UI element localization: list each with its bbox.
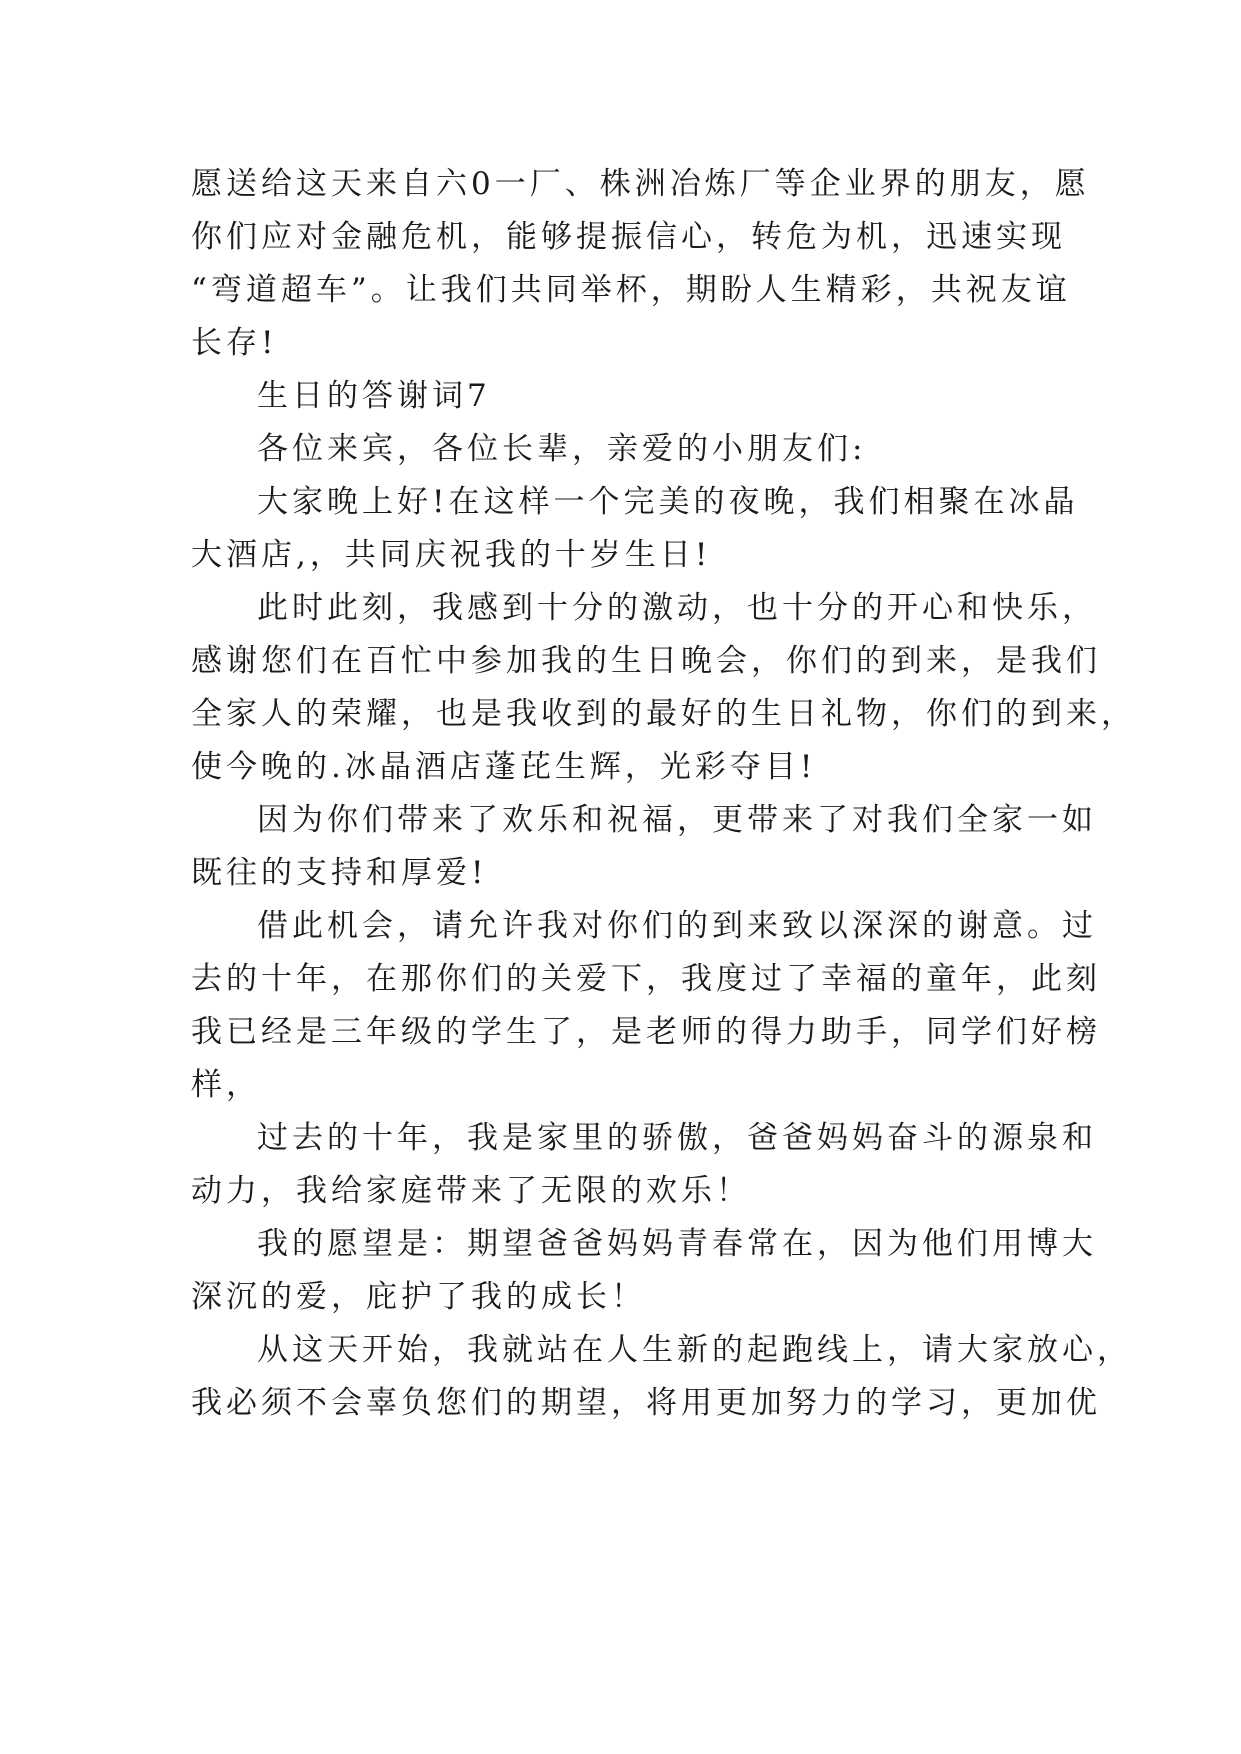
text-line: 大家晚上好!在这样一个完美的夜晚，我们相聚在冰晶 <box>257 484 1079 520</box>
text-line: 我的愿望是：期望爸爸妈妈青春常在，因为他们用博大 <box>257 1226 1097 1262</box>
document-body <box>191 158 1136 1430</box>
text-line: 感谢您们在百忙中参加我的生日晚会，你们的到来，是我们 <box>191 643 1101 679</box>
text-line: 长存! <box>191 325 278 361</box>
text-line: 过去的十年，我是家里的骄傲，爸爸妈妈奋斗的源泉和 <box>257 1120 1097 1156</box>
text-line: 愿送给这天来自六0一厂、株洲冶炼厂等企业界的朋友，愿 <box>191 166 1090 202</box>
text-line: “弯道超车”。让我们共同举杯，期盼人生精彩，共祝友谊 <box>191 272 1071 308</box>
salutation: 各位来宾，各位长辈，亲爱的小朋友们: <box>257 431 867 467</box>
text-line: 我必须不会辜负您们的期望，将用更加努力的学习，更加优 <box>191 1385 1101 1421</box>
text-line: 去的十年，在那你们的关爱下，我度过了幸福的童年，此刻 <box>191 961 1101 997</box>
section-heading: 生日的答谢词7 <box>257 378 491 414</box>
text-line: 从这天开始，我就站在人生新的起跑线上，请大家放心， <box>257 1332 1132 1368</box>
text-line: 全家人的荣耀，也是我收到的最好的生日礼物，你们的到来， <box>191 696 1136 732</box>
text-line: 样， <box>191 1067 261 1103</box>
text-line: 借此机会，请允许我对你们的到来致以深深的谢意。过 <box>257 908 1097 944</box>
text-line: 使今晚的.冰晶酒店蓬芘生辉，光彩夺目! <box>191 749 817 785</box>
text-line: 大酒店,，共同庆祝我的十岁生日! <box>191 537 712 573</box>
text-line: 此时此刻，我感到十分的激动，也十分的开心和快乐， <box>257 590 1097 626</box>
text-line: 因为你们带来了欢乐和祝福，更带来了对我们全家一如 <box>257 802 1097 838</box>
text-line: 深沉的爱，庇护了我的成长！ <box>191 1279 646 1315</box>
text-line: 既往的支持和厚爱! <box>191 855 488 891</box>
text-line: 我已经是三年级的学生了，是老师的得力助手，同学们好榜 <box>191 1014 1101 1050</box>
text-line: 你们应对金融危机，能够提振信心，转危为机，迅速实现 <box>191 219 1066 255</box>
text-line: 动力，我给家庭带来了无限的欢乐！ <box>191 1173 751 1209</box>
